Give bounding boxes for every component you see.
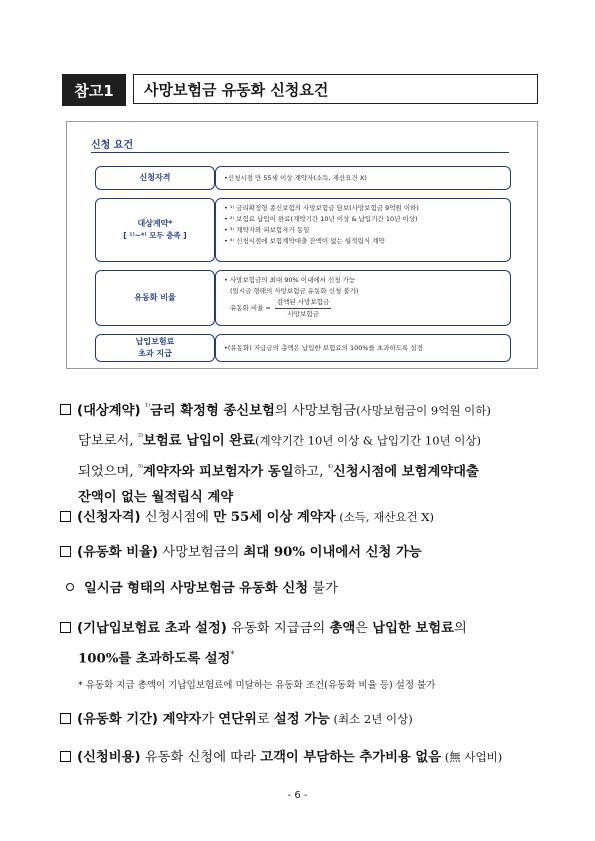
paragraph-target-contract: (대상계약) $^{^{1)}}$금리 확정형 종신보험의 사망보험금(사망보험금이 9억원 이하) 담보로서, $^{^{2)}}$보험료 납입이 완료(계약기간 10년 이상 & 납입기간 10년 이상) 되었으며, $^{^{3)}}$계약자와 피보험자가 동일하고, $^{^{4)}}$신청시점에 보험계약대출 잔액이 없는 월적립식 계약 bbox=[60, 394, 540, 511]
paragraph-cost: (신청비용) 유동화 신청에 따라 고객이 부담하는 추가비용 없음 (無 사업비) bbox=[60, 744, 540, 771]
circle-bullet-icon bbox=[66, 583, 74, 591]
paragraph-eligibility: (신청자격) 신청시점에 만 55세 이상 계약자 (소득, 재산요건 X) bbox=[60, 504, 540, 531]
row-content-target-contract: • ¹⁾ 금리확정형 종신보험의 사망보험금 담보(사망보험금 9억원 이하) • ²⁾ 보험료 납입이 완료(계약기간 10년 이상 & 납입기간 10년 이상) • ³⁾ 계약자와 피보험자가 동일 • ⁴⁾ 신청시점에 보험계약대출 잔액이 없는 월적립식 계약 bbox=[215, 198, 511, 262]
page-number: - 6 - bbox=[287, 790, 308, 801]
footnote: * 유동화 지급 총액이 기납입보험료에 미달하는 유동화 조건(유동화 비율 등) 설정 불가 bbox=[78, 680, 436, 691]
checkbox-icon bbox=[60, 546, 71, 557]
paragraph-premium-exceed: (기납입보험료 초과 설정) 유동화 지급금의 총액은 납입한 보험료의 100%를 초과하도록 설정* bbox=[60, 616, 540, 672]
paragraph-lump-sum: 일시금 형태의 사망보험금 유동화 신청 불가 bbox=[66, 576, 546, 602]
figure-title: 신청 요건 bbox=[91, 140, 134, 151]
paragraph-period: (유동화 기간) 계약자가 연단위로 설정 가능 (최소 2년 이상) bbox=[60, 706, 540, 733]
checkbox-icon bbox=[60, 511, 71, 522]
checkbox-icon bbox=[60, 713, 71, 724]
row-label-eligibility: 신청자격 bbox=[95, 166, 215, 190]
row-content-ratio: • 사망보험금의 최대 90% 이내에서 신청 가능 (일시금 형태의 사망보험금 유동화 신청 불가) 유동화 비율 = $\frac{\text{감액된 사망보험금}}{\text{사망보험금}}$ bbox=[215, 270, 511, 326]
row-label-premium-exceed: 납입보험료 초과 지급 bbox=[95, 334, 215, 362]
checkbox-icon bbox=[60, 622, 71, 633]
section-header bbox=[62, 74, 540, 106]
row-label-ratio: 유동화 비율 bbox=[95, 270, 215, 326]
figure-divider bbox=[91, 152, 509, 153]
paragraph-ratio: (유동화 비율) 사망보험금의 최대 90% 이내에서 신청 가능 bbox=[60, 540, 540, 566]
reference-label: 참고1 bbox=[62, 74, 126, 106]
row-content-premium-exceed: • (유동화) 지급금의 총액은 납입한 보험료의 100%를 초과하도록 설정 bbox=[215, 334, 511, 362]
requirements-figure bbox=[66, 121, 538, 369]
checkbox-icon bbox=[60, 404, 71, 415]
checkbox-icon bbox=[60, 751, 71, 762]
section-title: 사망보험금 유동화 신청요건 bbox=[133, 74, 538, 104]
row-content-eligibility: • 신청시점 만 55세 이상 계약자(소득, 재산요건 X) bbox=[215, 166, 511, 190]
row-label-target-contract: 대상계약* [ ¹⁾~⁴⁾ 모두 충족 ] bbox=[95, 198, 215, 262]
ratio-formula: $\frac{\text{감액된 사망보험금}}{\text{사망보험금}}$ bbox=[276, 298, 330, 318]
